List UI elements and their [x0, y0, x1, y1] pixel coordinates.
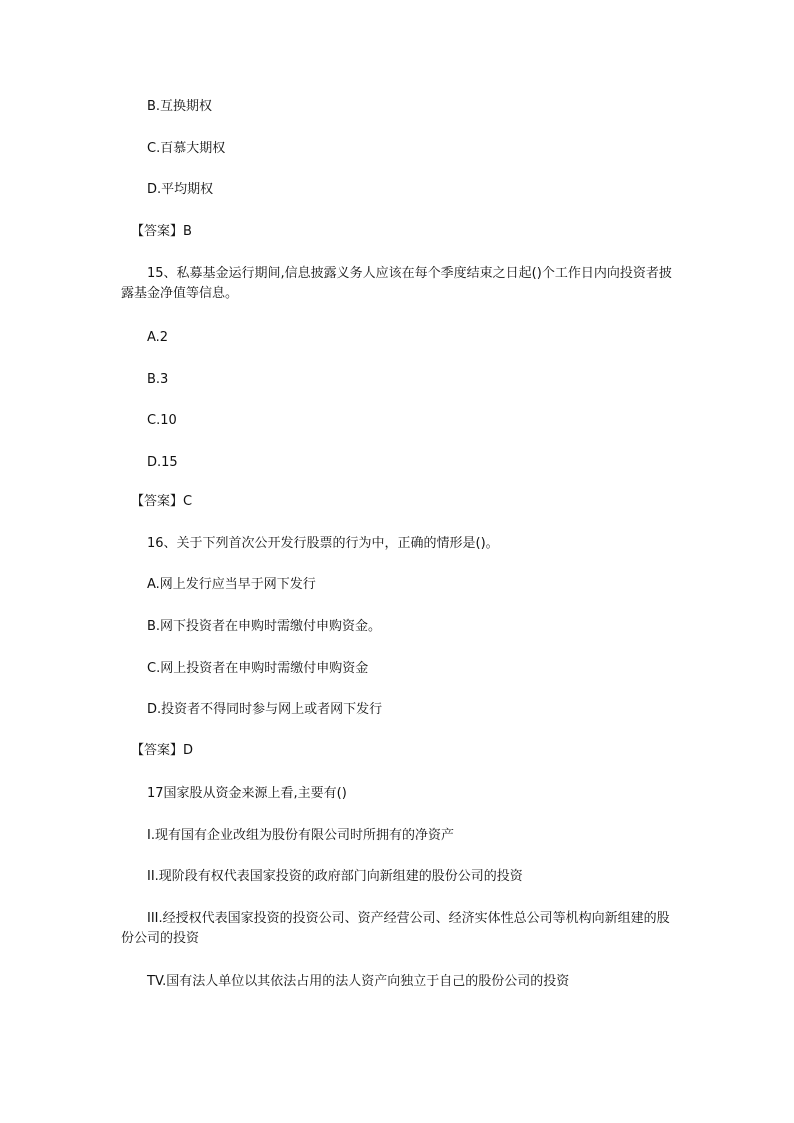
q15-option-c: C.10 [147, 413, 177, 428]
q15-option-a: A.2 [147, 330, 169, 345]
q16-option-b: B.网下投资者在申购时需缴付申购资金。 [147, 619, 382, 634]
q15-answer: 【答案】C [131, 494, 193, 509]
q14-option-c: C.百慕大期权 [147, 141, 226, 156]
q16-question: 16、关于下列首次公开发行股票的行为中，正确的情形是()。 [147, 536, 499, 551]
q17-item-4: TV.国有法人单位以其依法占用的法人资产向独立于自己的股份公司的投资 [147, 974, 570, 989]
q15-question: 15、私募基金运行期间,信息披露义务人应该在每个季度结束之日起()个工作日内向投资者披露基金净值等信息。 [121, 266, 672, 301]
q14-answer: 【答案】B [131, 224, 192, 239]
q15-option-b: B.3 [147, 372, 169, 387]
q14-option-d: D.平均期权 [147, 182, 214, 197]
q16-option-a: A.网上发行应当早于网下发行 [147, 577, 316, 592]
q14-option-b: B.互换期权 [147, 99, 213, 114]
q16-option-c: C.网上投资者在申购时需缴付申购资金 [147, 661, 369, 676]
q17-question: 17国家股从资金来源上看,主要有() [147, 786, 347, 801]
q15-option-d: D.15 [147, 455, 178, 470]
q16-option-d: D.投资者不得同时参与网上或者网下发行 [147, 702, 383, 717]
q17-item-3: III.经授权代表国家投资的投资公司、资产经营公司、经济实体性总公司等机构向新组建的股份公司的投资 [121, 911, 670, 946]
q17-item-1: I.现有国有企业改组为股份有限公司时所拥有的净资产 [147, 828, 454, 843]
q16-answer: 【答案】D [131, 743, 194, 758]
q17-item-2: II.现阶段有权代表国家投资的政府部门向新组建的股份公司的投资 [147, 869, 523, 884]
